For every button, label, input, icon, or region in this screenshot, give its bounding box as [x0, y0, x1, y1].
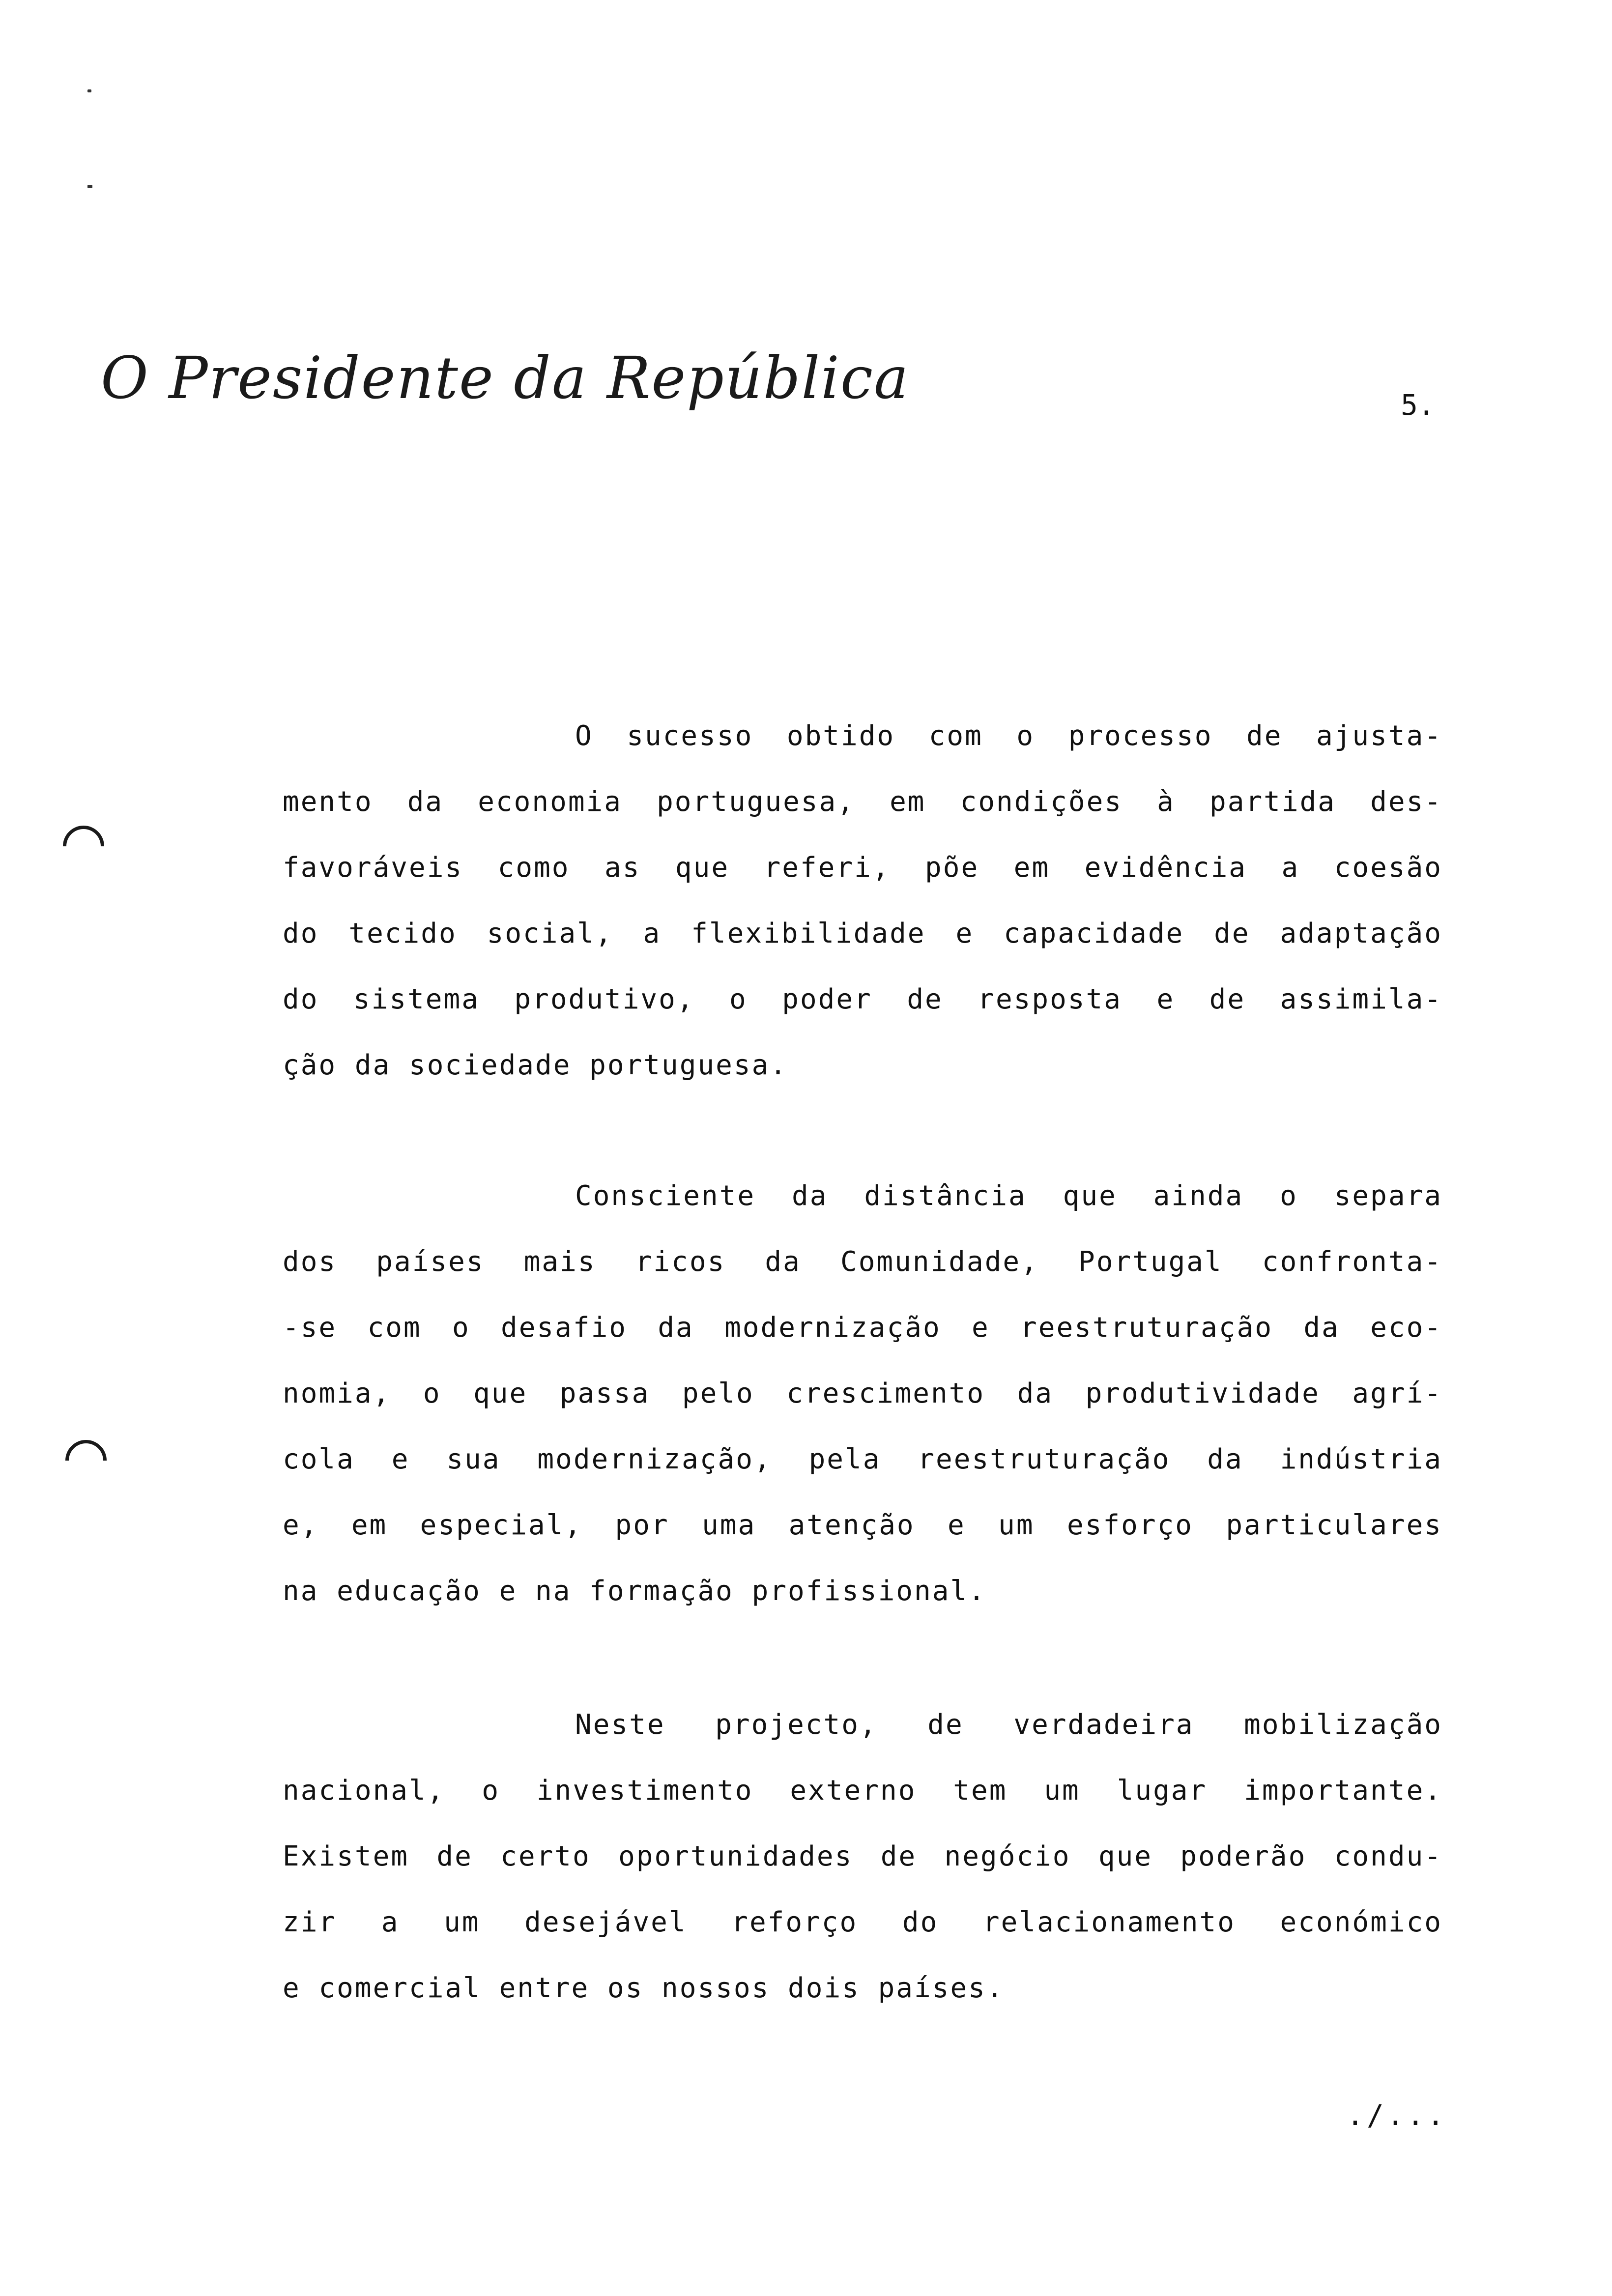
- scan-speck: [87, 185, 92, 188]
- paragraph-1-line-3: favoráveis como as que referi, põe em evidência a coesão: [283, 852, 1442, 884]
- paragraph-2-line-7: na educação e na formação profissional.: [283, 1575, 986, 1607]
- paragraph-3-line-1: Neste projecto, de verdadeira mobilização: [575, 1709, 1442, 1741]
- paragraph-1-line-1: O sucesso obtido com o processo de ajusta-: [575, 720, 1442, 752]
- paragraph-2-line-3: -se com o desafio da modernização e reestruturação da eco-: [283, 1312, 1442, 1344]
- punch-hole-mark: [57, 1432, 115, 1490]
- paragraph-2-line-6: e, em especial, por uma atenção e um esforço particulares: [283, 1509, 1442, 1541]
- paragraph-2-line-4: nomia, o que passa pelo crescimento da produtividade agrí-: [283, 1378, 1442, 1409]
- paragraph-1-line-2: mento da economia portuguesa, em condições à partida des-: [283, 786, 1442, 818]
- paragraph-1-line-6: ção da sociedade portuguesa.: [283, 1049, 788, 1081]
- continuation-mark: ./...: [1347, 2098, 1447, 2132]
- paragraph-1-line-4: do tecido social, a flexibilidade e capacidade de adaptação: [283, 918, 1442, 949]
- paragraph-3-line-4: zir a um desejável reforço do relacionamento económico: [283, 1906, 1442, 1938]
- scan-speck: [87, 89, 91, 92]
- paragraph-3-line-3: Existem de certo oportunidades de negócio que poderão condu-: [283, 1840, 1442, 1872]
- paragraph-2-line-1: Consciente da distância que ainda o separa: [575, 1180, 1442, 1212]
- paragraph-1-line-5: do sistema produtivo, o poder de resposta e de assimila-: [283, 983, 1442, 1015]
- paragraph-2-line-2: dos países mais ricos da Comunidade, Portugal confronta-: [283, 1246, 1442, 1278]
- page-number: 5.: [1401, 388, 1435, 422]
- letterhead: O Presidente da República: [101, 344, 910, 412]
- paragraph-2-line-5: cola e sua modernização, pela reestruturação da indústria: [283, 1443, 1442, 1475]
- punch-hole-mark: [55, 817, 113, 876]
- paragraph-3-line-2: nacional, o investimento externo tem um lugar importante.: [283, 1775, 1442, 1807]
- paragraph-3-line-5: e comercial entre os nossos dois países.: [283, 1972, 1005, 2004]
